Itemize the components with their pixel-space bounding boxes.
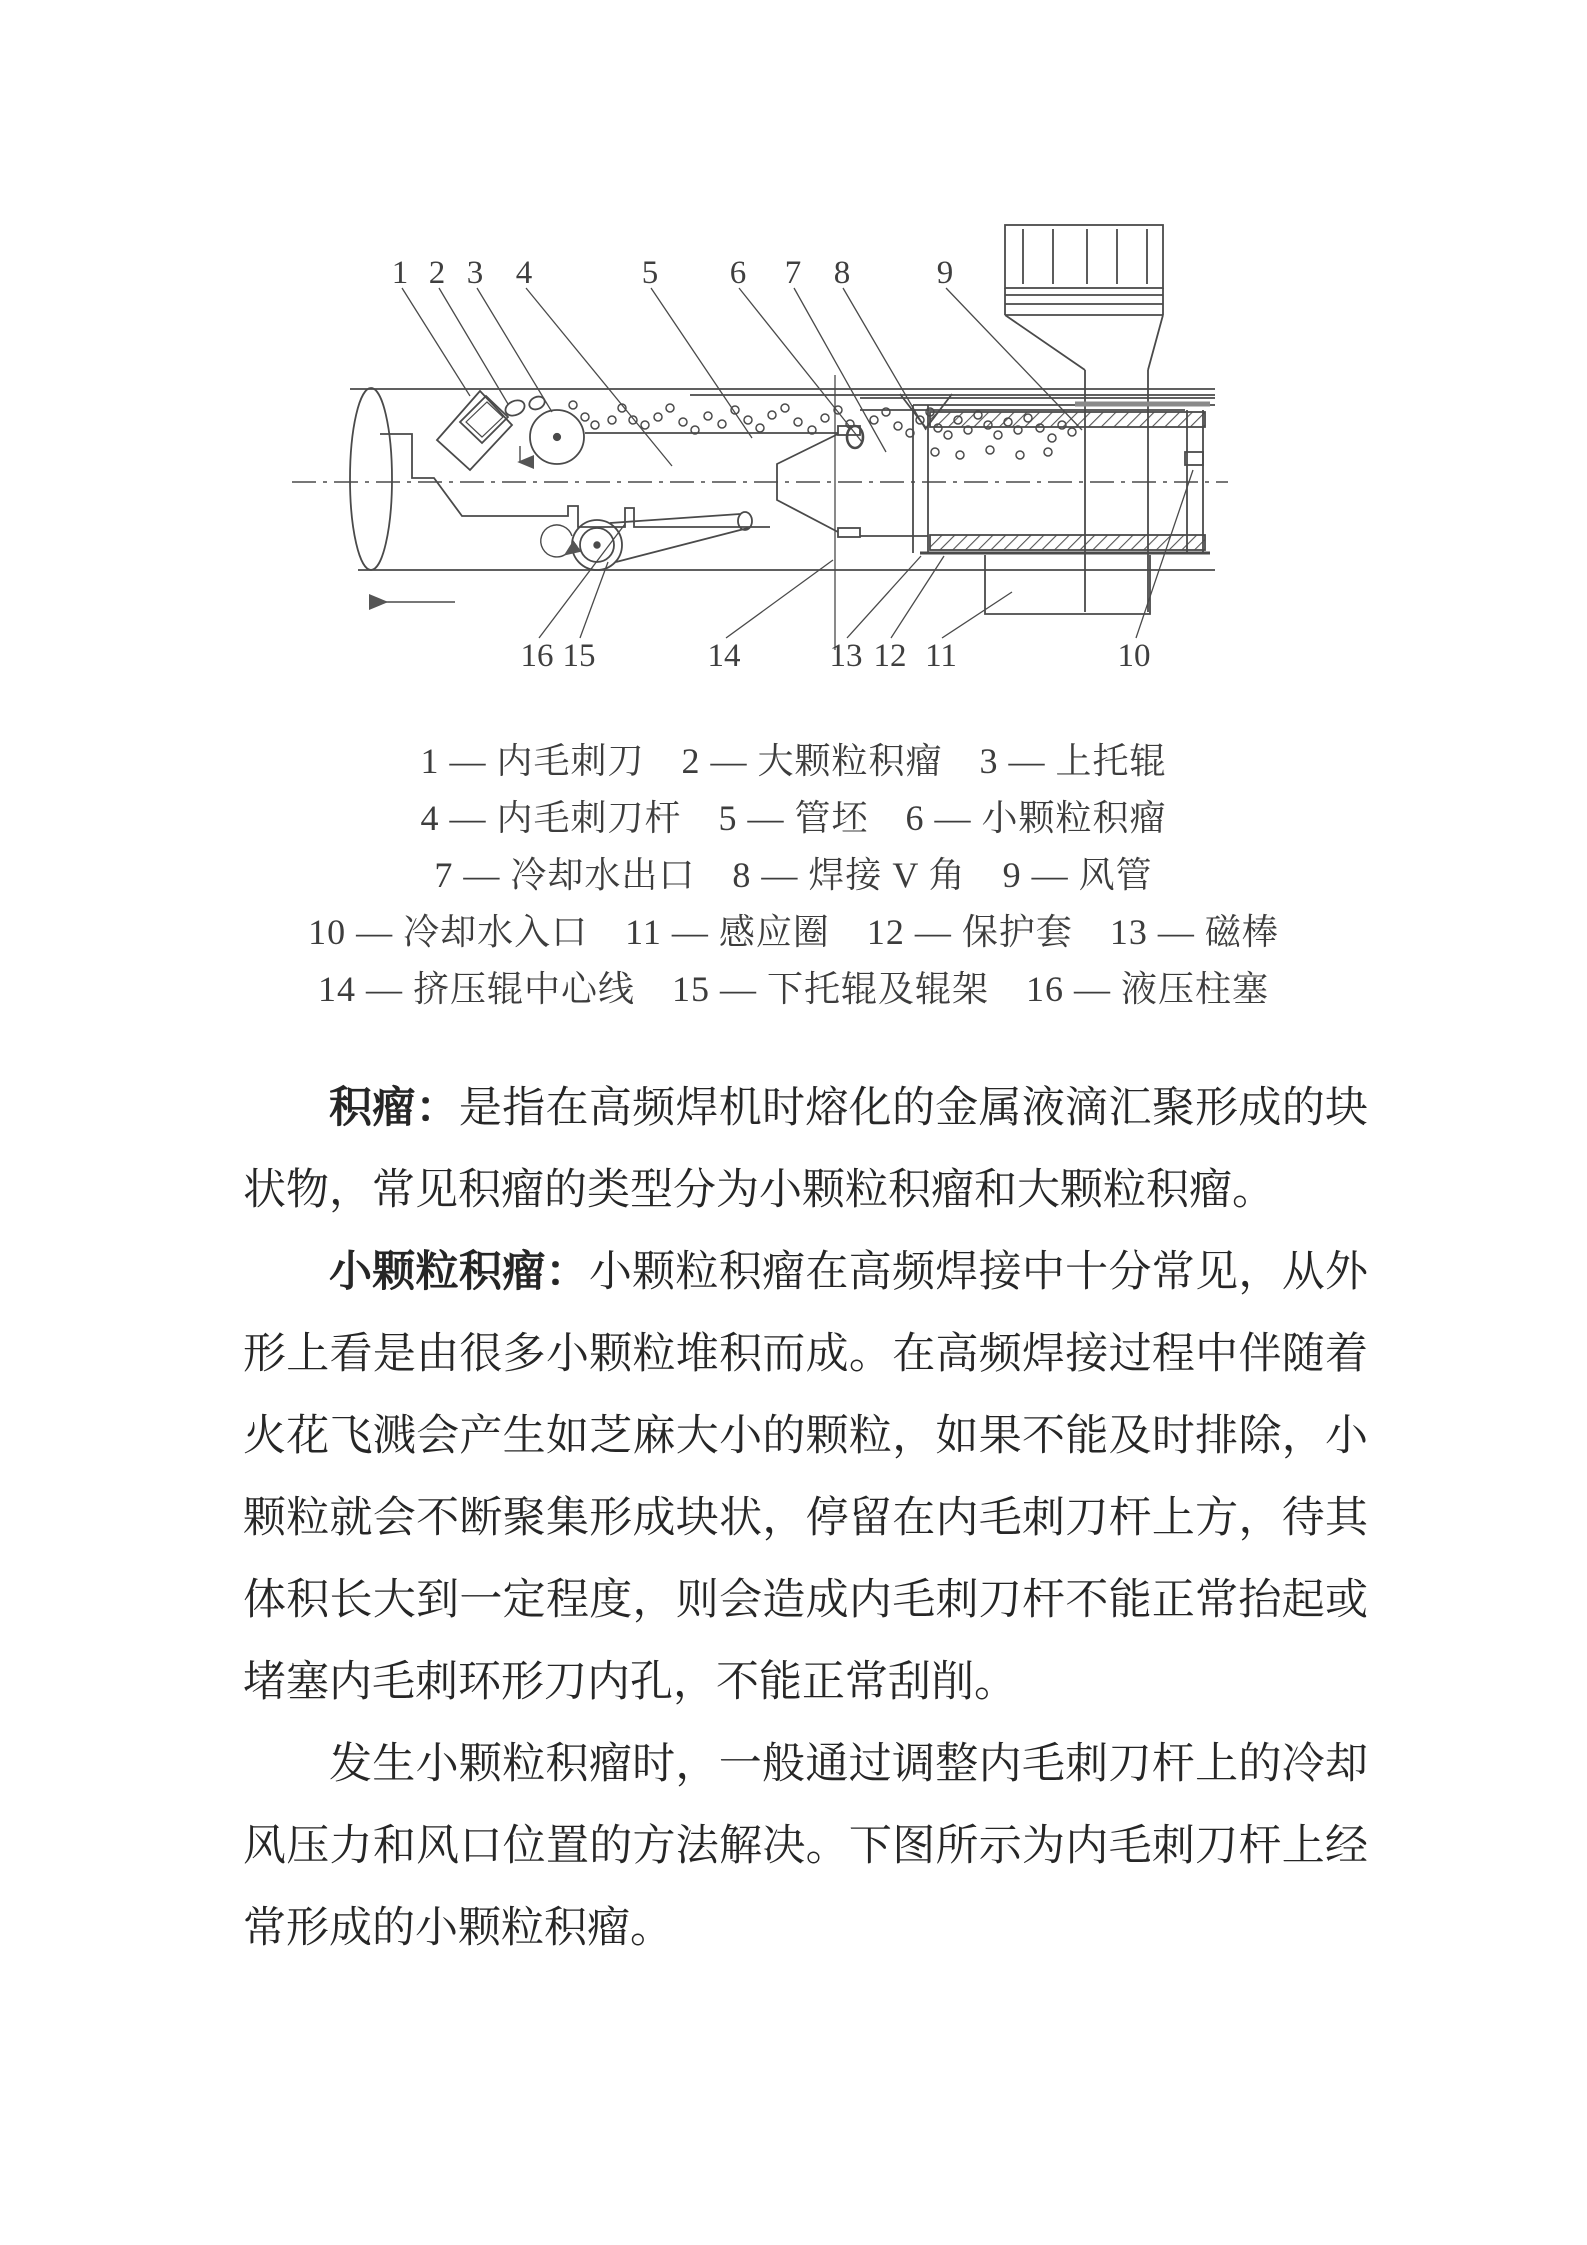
induction-coil-assembly (913, 405, 1215, 614)
figure-label-14: 14 (707, 638, 741, 674)
figure-label-2: 2 (428, 255, 446, 291)
paragraph-small-particle-text: 小颗粒积瘤在高频焊接中十分常见，从外形上看是由很多小颗粒堆积而成。在高频焊接过程中伴随着火花飞溅会产生如芝麻大小的颗粒，如果不能及时排除，小颗粒就会不断聚集形成块状，停留在内毛刺刀杆上方，待其体积长大到一定程度，则会造成内毛刺刀杆不能正常抬起或堵塞内毛刺环形刀内孔，不能正常刮削。 (243, 1249, 1369, 1706)
figure-number-labels (392, 255, 1151, 674)
welding-machine-figure (230, 150, 1230, 710)
figure-label-16: 16 (520, 638, 554, 674)
term-jiliu: 积瘤： (329, 1085, 459, 1132)
figure-label-6: 6 (729, 255, 747, 291)
legend-line-1: 1 — 内毛刺刀 2 — 大颗粒积瘤 3 — 上托辊 (420, 741, 1167, 781)
term-small-particle: 小颗粒积瘤： (329, 1249, 589, 1296)
figure-label-4: 4 (515, 255, 533, 291)
figure-label-1: 1 (391, 255, 409, 291)
upper-support-roller (520, 410, 584, 464)
body-text (243, 1068, 1368, 1970)
figure-label-8: 8 (833, 255, 851, 291)
figure-legend (0, 733, 1587, 1018)
paragraph-solution-text: 发生小颗粒积瘤时，一般通过调整内毛刺刀杆上的冷却风压力和风口位置的方法解决。下图所示为内毛刺刀杆上经常形成的小颗粒积瘤。 (243, 1741, 1368, 1952)
lower-roller-and-frame (541, 512, 752, 570)
paragraph-small-particle (243, 1232, 1368, 1724)
figure-label-15: 15 (562, 638, 596, 674)
legend-line-3: 7 — 冷却水出口 8 — 焊接 V 角 9 — 风管 (434, 855, 1153, 895)
paragraph-solution (243, 1724, 1368, 1970)
legend-line-2: 4 — 内毛刺刀杆 5 — 管坯 6 — 小颗粒积瘤 (420, 798, 1167, 838)
paragraph-jiliu (243, 1068, 1368, 1232)
figure-label-9: 9 (936, 255, 954, 291)
figure-label-7: 7 (784, 255, 802, 291)
figure-label-10: 10 (1117, 638, 1151, 674)
legend-line-5: 14 — 挤压辊中心线 15 — 下托辊及辊架 16 — 液压柱塞 (317, 969, 1269, 1009)
figure-label-11: 11 (925, 638, 957, 674)
legend-line-4: 10 — 冷却水入口 11 — 感应圈 12 — 保护套 13 — 磁棒 (308, 912, 1279, 952)
leader-lines (402, 288, 1193, 638)
figure-label-13: 13 (829, 638, 863, 674)
figure-label-3: 3 (466, 255, 484, 291)
figure-label-5: 5 (641, 255, 659, 291)
figure-svg (230, 150, 1230, 710)
paragraph-jiliu-text: 是指在高频焊机时熔化的金属液滴汇聚形成的块状物，常见积瘤的类型分为小颗粒积瘤和大颗粒积瘤。 (243, 1085, 1369, 1214)
figure-label-12: 12 (873, 638, 907, 674)
